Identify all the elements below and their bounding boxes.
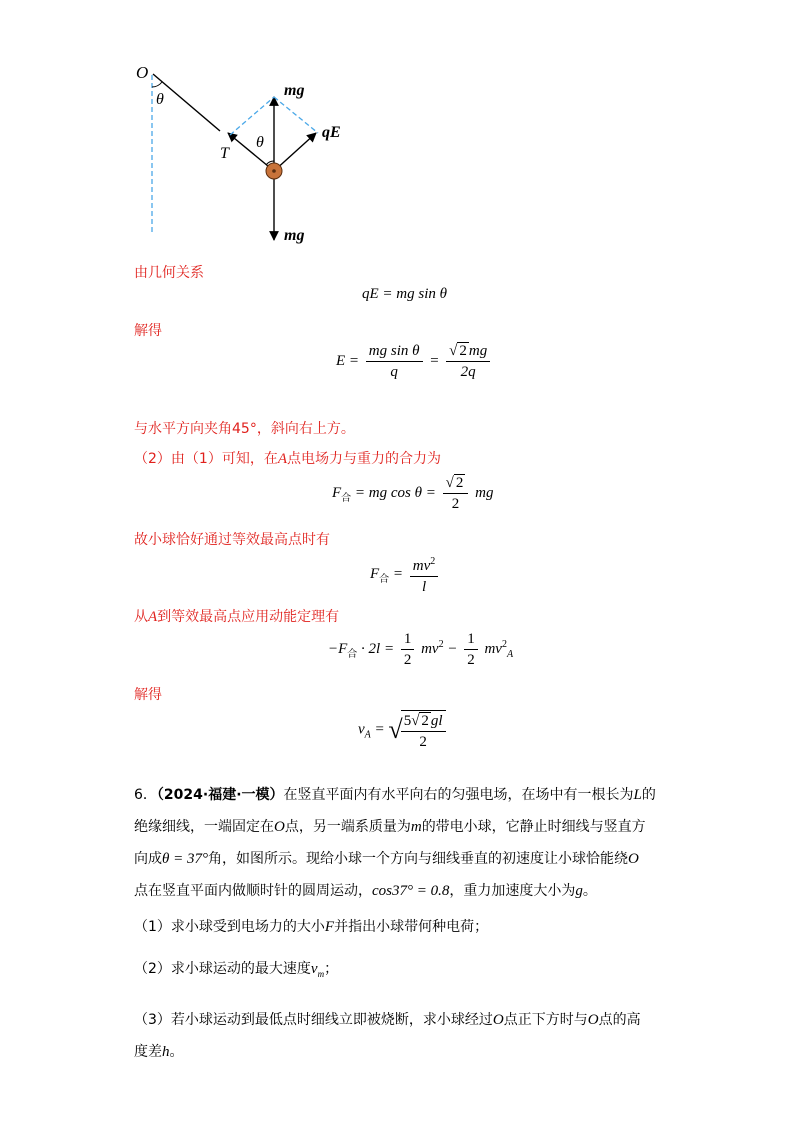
equation-f-resultant: $F_合$ = mg cos θ = $\frac{√ 2}{2}$ mg bbox=[332, 475, 494, 512]
label-theta-mid: θ bbox=[256, 134, 264, 151]
theta-arc-top bbox=[152, 82, 162, 87]
kinetic-theorem-text: 从A到等效最高点应用动能定理有 bbox=[134, 609, 340, 625]
tension-arrow bbox=[228, 133, 274, 171]
question-1: （1）求小球受到电场力的大小F并指出小球带何种电荷； bbox=[134, 919, 489, 935]
equation-e: E = $\frac{\text{mg sin θ}}{q}$ = $\frac{√ 2 mg}{2q}$ bbox=[336, 343, 493, 380]
equation-va: $v_A$ = √ $\frac{5√ 2 gl}{2}$ bbox=[358, 710, 449, 750]
label-mg-bottom: mg bbox=[284, 227, 305, 244]
problem-line-1: 6．（2024·福建·一模）在竖直平面内有水平向右的匀强电场，在场中有一根长为L的 bbox=[134, 787, 656, 803]
problem-6-body bbox=[134, 779, 664, 1068]
label-theta-top: θ bbox=[156, 91, 164, 108]
equation-centripetal: $F_合$ = $\frac{mv^2}{l}$ bbox=[370, 554, 441, 595]
label-t: T bbox=[220, 145, 229, 162]
label-mg-top: mg bbox=[284, 82, 305, 99]
problem-line-2: 绝缘细线，一端固定在O点，另一端系质量为m的带电小球，它静止时细线与竖直方 bbox=[134, 819, 646, 835]
question-3: （3）若小球运动到最低点时细线立即被烧断，求小球经过O点正下方时与O点的高 bbox=[134, 1011, 641, 1028]
solve-label-2: 解得 bbox=[134, 687, 162, 703]
question-3-line-2: 度差h。 bbox=[134, 1043, 184, 1060]
solve-label-1: 解得 bbox=[134, 323, 162, 339]
equation-energy: $-F_合 \cdot 2l$ = $\frac{1}{2}$ $mv^2$ − $\frac{1}{2}$ $mv^2_A$ bbox=[328, 631, 514, 668]
highest-point-text: 故小球恰好通过等效最高点时有 bbox=[134, 532, 330, 548]
direction-text: 与水平方向夹角45°，斜向右上方。 bbox=[134, 421, 355, 437]
geom-relation-text: 由几何关系 bbox=[134, 265, 204, 281]
problem-line-3: 向成θ = 37°角，如图所示。现给小球一个方向与细线垂直的初速度让小球恰能绕O bbox=[134, 851, 639, 867]
equation-qe: qE = mg sin θ bbox=[362, 286, 447, 302]
part2-intro: （2）由（1）可知，在A点电场力与重力的合力为 bbox=[134, 451, 441, 467]
force-diagram bbox=[120, 55, 360, 250]
problem-line-4: 点在竖直平面内做顺时针的圆周运动，cos37° = 0.8，重力加速度大小为g。 bbox=[134, 883, 597, 899]
label-qe: qE bbox=[322, 124, 341, 141]
label-o: O bbox=[136, 63, 149, 82]
question-2: （2）求小球运动的最大速度$v_m$； bbox=[134, 961, 339, 979]
